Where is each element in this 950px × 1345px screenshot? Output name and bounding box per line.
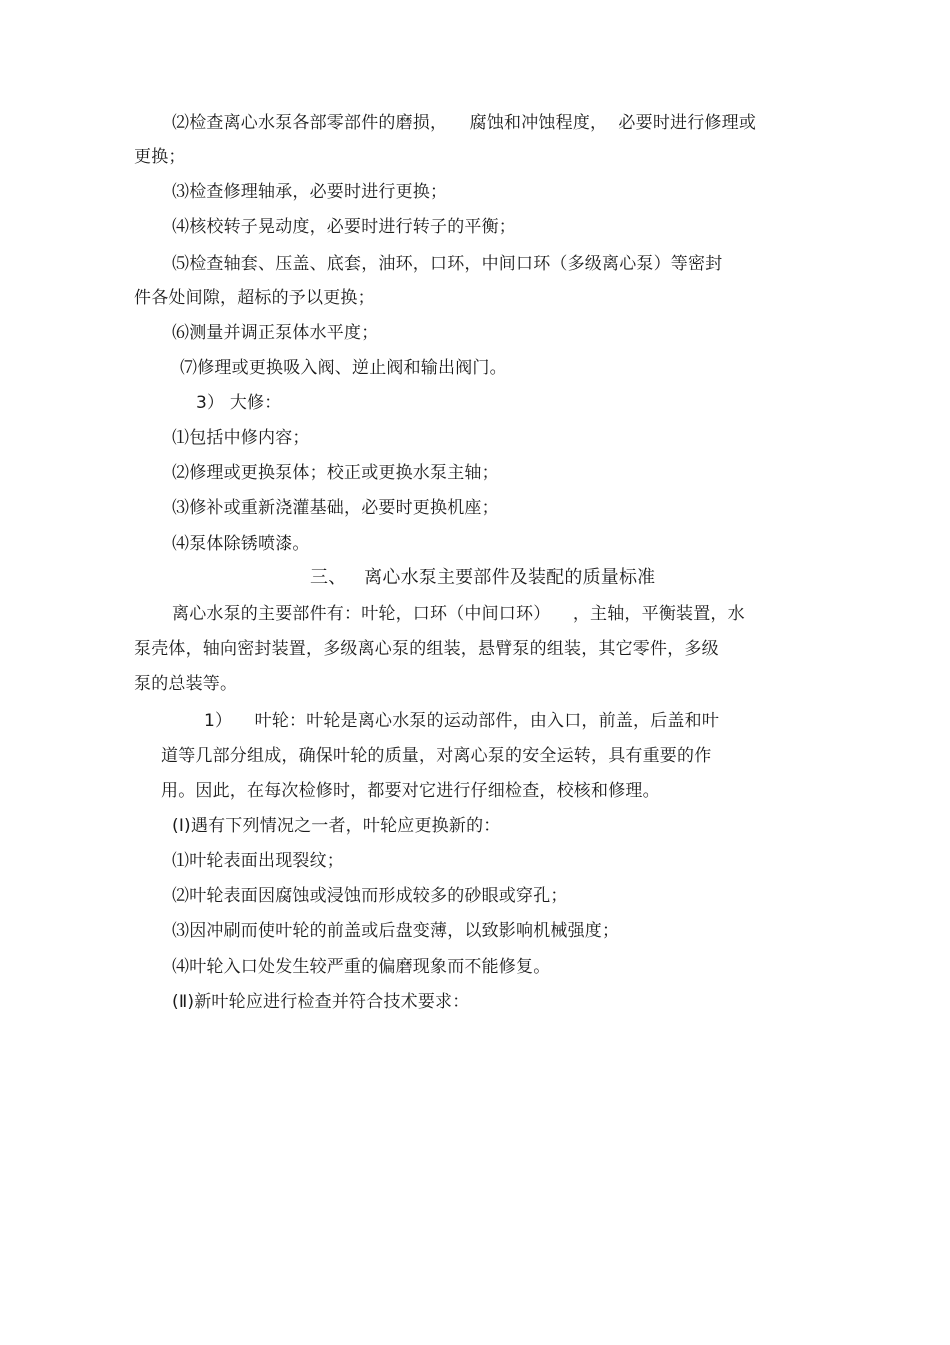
text-line: (Ⅰ)遇有下列情况之一者，叶轮应更换新的： (172, 816, 501, 836)
text-line: ⑴包括中修内容； (172, 428, 310, 448)
text-line: ⑷叶轮入口处发生较严重的偏磨现象而不能修复。 (172, 957, 551, 977)
text-line: 泵壳体，轴向密封装置，多级离心泵的组装，悬臂泵的组装，其它零件，多级 (134, 639, 719, 659)
text-line: ⑶检查修理轴承，必要时进行更换； (172, 182, 448, 202)
section-heading: 三、 离心水泵主要部件及装配的质量标准 (310, 567, 656, 588)
text-line: ⑸检查轴套、压盖、底套，油环，口环，中间口环（多级离心泵）等密封 (172, 254, 723, 274)
text-line: 泵的总装等。 (134, 674, 238, 694)
text-line: ⑺修理或更换吸入阀、逆止阀和输出阀门。 (180, 358, 507, 378)
text-line: ⑵修理或更换泵体；校正或更换水泵主轴； (172, 463, 499, 483)
text-line: 用。因此，在每次检修时，都要对它进行仔细检查，校核和修理。 (161, 781, 660, 801)
text-line: 离心水泵的主要部件有：叶轮，口环（中间口环） ，主轴，平衡装置，水 (172, 604, 745, 624)
text-line: 件各处间隙，超标的予以更换； (134, 288, 375, 308)
text-line: 道等几部分组成，确保叶轮的质量，对离心泵的安全运转，具有重要的作 (161, 746, 712, 766)
text-line: ⑵叶轮表面因腐蚀或浸蚀而形成较多的砂眼或穿孔； (172, 886, 568, 906)
text-line: 更换； (134, 147, 186, 167)
section-number-heading: 3） 大修： (196, 393, 282, 413)
text-line: ⑷核校转子晃动度，必要时进行转子的平衡； (172, 217, 516, 237)
text-line: ⑹测量并调正泵体水平度； (172, 323, 379, 343)
text-line: ⑴叶轮表面出现裂纹； (172, 851, 344, 871)
text-line: ⑷泵体除锈喷漆。 (172, 534, 310, 554)
text-line: 1） 叶轮：叶轮是离心水泵的运动部件，由入口，前盖，后盖和叶 (204, 711, 720, 731)
text-line: ⑶因冲刷而使叶轮的前盖或后盘变薄，以致影响机械强度； (172, 921, 620, 941)
text-line: ⑵检查离心水泵各部零部件的磨损， 腐蚀和冲蚀程度， 必要时进行修理或 (172, 113, 757, 133)
text-line: ⑶修补或重新浇灌基础，必要时更换机座； (172, 498, 499, 518)
text-line: (Ⅱ)新叶轮应进行检查并符合技术要求： (172, 992, 470, 1012)
